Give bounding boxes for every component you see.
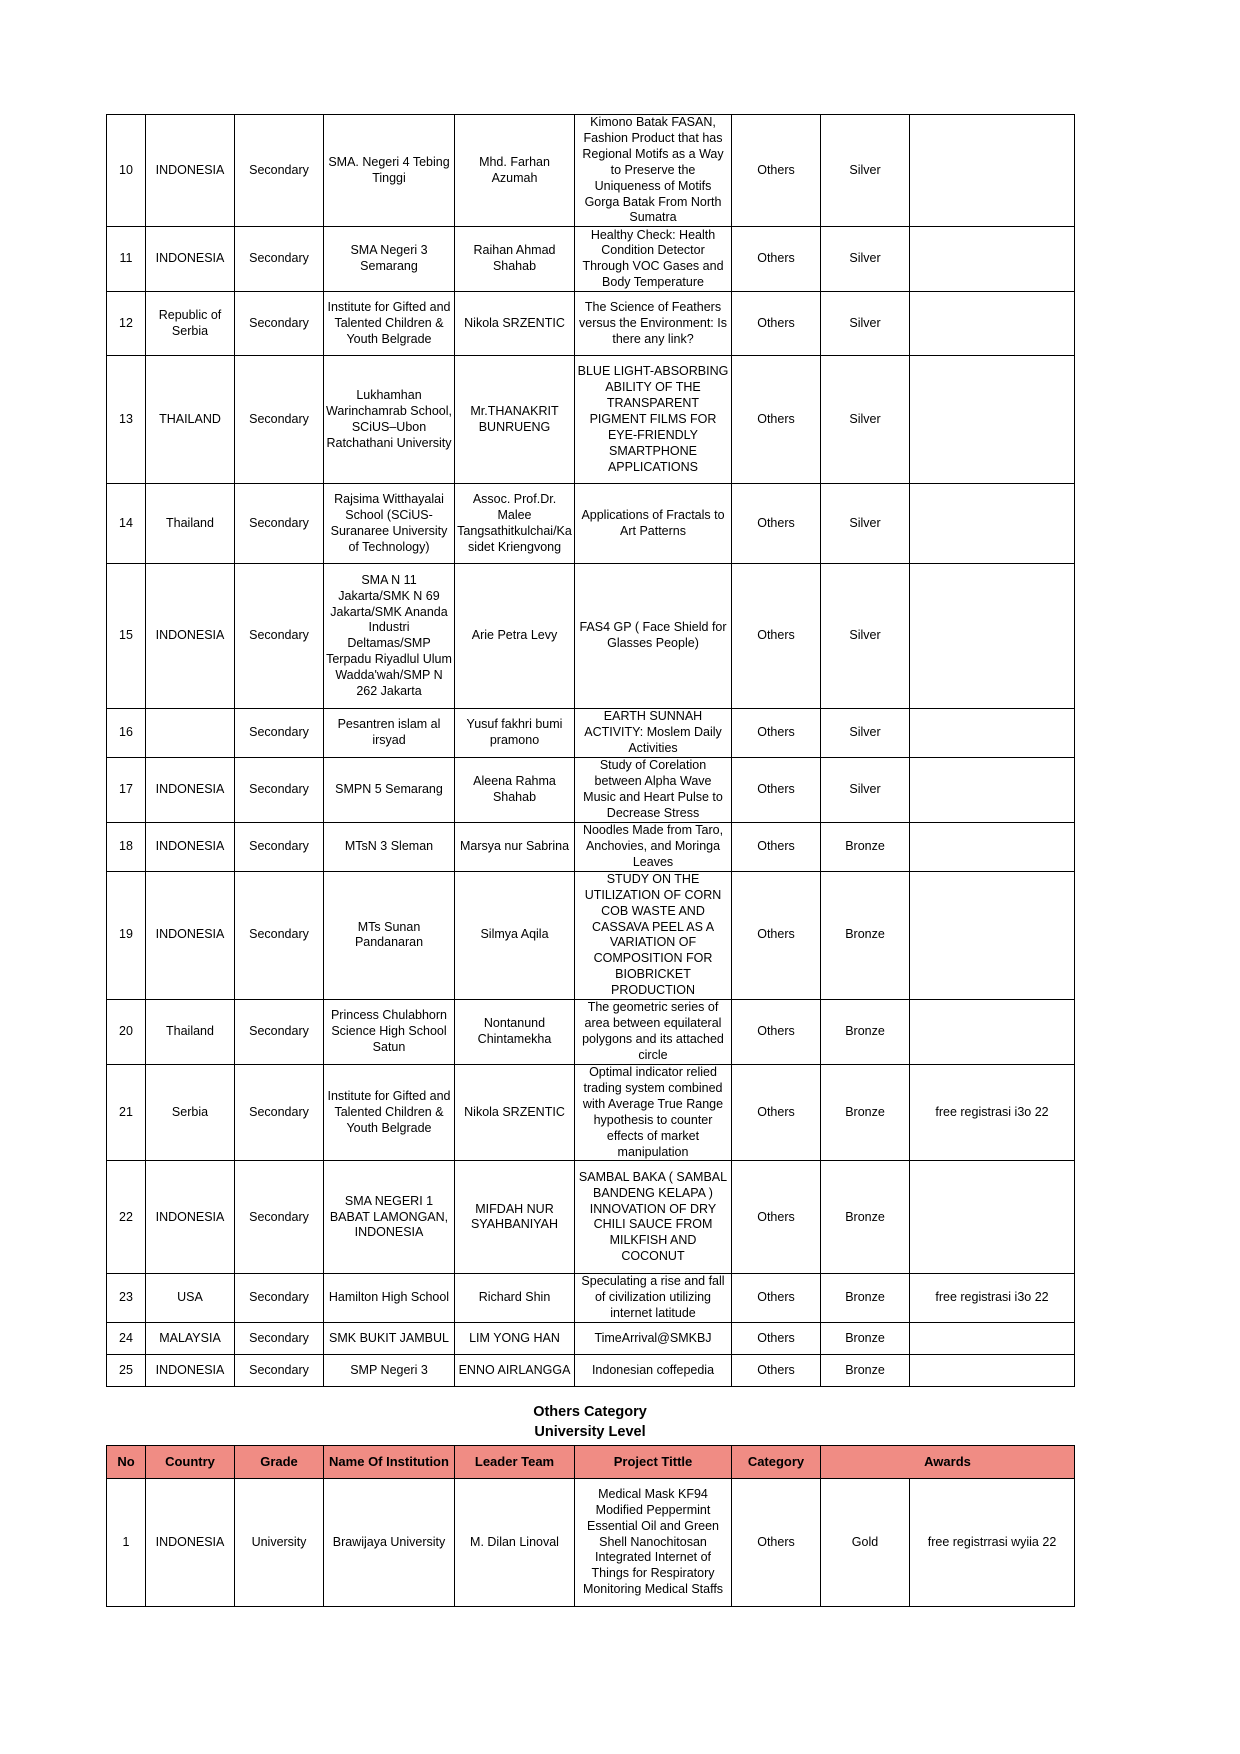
table-row [107, 356, 1075, 484]
cell-grade: Secondary [235, 227, 324, 292]
cell-grade: Secondary [235, 292, 324, 356]
cell-no: 17 [107, 758, 146, 823]
cell-leader: Yusuf fakhri bumi pramono [455, 709, 575, 758]
cell-grade: Secondary [235, 1355, 324, 1387]
cell-grade: Secondary [235, 823, 324, 872]
cell-award: Bronze [821, 1161, 910, 1274]
cell-no: 20 [107, 1000, 146, 1065]
cell-project: Optimal indicator relied trading system combined with Average True Range hypothesis to counter effects of market manipulation [575, 1065, 732, 1161]
cell-leader: Arie Petra Levy [455, 564, 575, 709]
cell-leader: LIM YONG HAN [455, 1323, 575, 1355]
cell-leader: Aleena Rahma Shahab [455, 758, 575, 823]
cell-note [910, 1000, 1075, 1065]
cell-project: Healthy Check: Health Condition Detector Through VOC Gases and Body Temperature [575, 227, 732, 292]
cell-grade: Secondary [235, 871, 324, 999]
cell-institution: Lukhamhan Warinchamrab School, SCiUS–Ubon Ratchathani University [324, 356, 455, 484]
cell-country: INDONESIA [146, 564, 235, 709]
cell-grade: Secondary [235, 356, 324, 484]
cell-category: Others [732, 356, 821, 484]
cell-leader: Raihan Ahmad Shahab [455, 227, 575, 292]
cell-institution: SMK BUKIT JAMBUL [324, 1323, 455, 1355]
cell-award: Silver [821, 292, 910, 356]
cell-category: Others [732, 484, 821, 564]
cell-note [910, 484, 1075, 564]
cell-grade: University [235, 1479, 324, 1607]
cell-category: Others [732, 1274, 821, 1323]
cell-no: 24 [107, 1323, 146, 1355]
header-no: No [107, 1446, 146, 1479]
cell-leader: Richard Shin [455, 1274, 575, 1323]
cell-country: Thailand [146, 1000, 235, 1065]
cell-country: Serbia [146, 1065, 235, 1161]
cell-no: 13 [107, 356, 146, 484]
cell-country: Thailand [146, 484, 235, 564]
cell-category: Others [732, 1161, 821, 1274]
table-row [107, 758, 1075, 823]
cell-no: 15 [107, 564, 146, 709]
cell-no: 18 [107, 823, 146, 872]
cell-institution: SMA. Negeri 4 Tebing Tinggi [324, 115, 455, 227]
cell-project: Indonesian coffepedia [575, 1355, 732, 1387]
cell-project: TimeArrival@SMKBJ [575, 1323, 732, 1355]
cell-project: Applications of Fractals to Art Patterns [575, 484, 732, 564]
cell-award: Silver [821, 356, 910, 484]
cell-grade: Secondary [235, 1161, 324, 1274]
table-row [107, 871, 1075, 999]
cell-project: BLUE LIGHT-ABSORBING ABILITY OF THE TRANSPARENT PIGMENT FILMS FOR EYE-FRIENDLY SMARTPHONE APPLICATIONS [575, 356, 732, 484]
cell-award: Silver [821, 758, 910, 823]
university-table-body [107, 1479, 1075, 1607]
header-country: Country [146, 1446, 235, 1479]
cell-leader: Marsya nur Sabrina [455, 823, 575, 872]
cell-grade: Secondary [235, 1000, 324, 1065]
cell-country: USA [146, 1274, 235, 1323]
cell-no: 14 [107, 484, 146, 564]
cell-note: free registrasi i3o 22 [910, 1274, 1075, 1323]
cell-grade: Secondary [235, 115, 324, 227]
header-awards: Awards [821, 1446, 1075, 1479]
secondary-level-table [106, 114, 1075, 1387]
cell-no: 21 [107, 1065, 146, 1161]
cell-country: INDONESIA [146, 758, 235, 823]
cell-leader: MIFDAH NUR SYAHBANIYAH [455, 1161, 575, 1274]
cell-country [146, 709, 235, 758]
cell-leader: M. Dilan Linoval [455, 1479, 575, 1607]
cell-category: Others [732, 758, 821, 823]
cell-country: INDONESIA [146, 871, 235, 999]
cell-country: INDONESIA [146, 227, 235, 292]
cell-project: The geometric series of area between equilateral polygons and its attached circle [575, 1000, 732, 1065]
cell-category: Others [732, 1479, 821, 1607]
cell-grade: Secondary [235, 709, 324, 758]
cell-award: Silver [821, 709, 910, 758]
section-title-level: University Level [534, 1424, 646, 1440]
cell-leader: Nikola SRZENTIC [455, 292, 575, 356]
cell-country: INDONESIA [146, 1479, 235, 1607]
table-row [107, 1274, 1075, 1323]
cell-note: free registrasi i3o 22 [910, 1065, 1075, 1161]
cell-award: Bronze [821, 1323, 910, 1355]
cell-institution: Institute for Gifted and Talented Children & Youth Belgrade [324, 1065, 455, 1161]
cell-institution: Princess Chulabhorn Science High School Satun [324, 1000, 455, 1065]
table-row [107, 1000, 1075, 1065]
cell-category: Others [732, 292, 821, 356]
cell-award: Silver [821, 564, 910, 709]
university-level-table [106, 1445, 1075, 1607]
cell-country: Republic of Serbia [146, 292, 235, 356]
table-row [107, 1161, 1075, 1274]
cell-award: Silver [821, 227, 910, 292]
section-title [106, 1402, 1074, 1442]
table-row [107, 1323, 1075, 1355]
cell-grade: Secondary [235, 1323, 324, 1355]
cell-award: Bronze [821, 1355, 910, 1387]
cell-institution: Brawijaya University [324, 1479, 455, 1607]
cell-note: free registrrasi wyiia 22 [910, 1479, 1075, 1607]
cell-no: 10 [107, 115, 146, 227]
table-row [107, 1479, 1075, 1607]
cell-no: 16 [107, 709, 146, 758]
cell-note [910, 823, 1075, 872]
table-row [107, 1355, 1075, 1387]
table-row [107, 564, 1075, 709]
cell-institution: Hamilton High School [324, 1274, 455, 1323]
cell-grade: Secondary [235, 564, 324, 709]
cell-note [910, 115, 1075, 227]
cell-grade: Secondary [235, 1065, 324, 1161]
cell-note [910, 1323, 1075, 1355]
cell-award: Silver [821, 115, 910, 227]
cell-institution: MTs Sunan Pandanaran [324, 871, 455, 999]
table-row [107, 484, 1075, 564]
cell-note [910, 292, 1075, 356]
cell-award: Bronze [821, 1065, 910, 1161]
cell-leader: Nontanund Chintamekha [455, 1000, 575, 1065]
table-row [107, 115, 1075, 227]
cell-project: Study of Corelation between Alpha Wave Music and Heart Pulse to Decrease Stress [575, 758, 732, 823]
cell-leader: Assoc. Prof.Dr. Malee Tangsathitkulchai/Kasidet Kriengvong [455, 484, 575, 564]
cell-note [910, 356, 1075, 484]
cell-no: 25 [107, 1355, 146, 1387]
cell-project: Noodles Made from Taro, Anchovies, and Moringa Leaves [575, 823, 732, 872]
cell-leader: Silmya Aqila [455, 871, 575, 999]
cell-award: Bronze [821, 823, 910, 872]
cell-note [910, 709, 1075, 758]
cell-category: Others [732, 1323, 821, 1355]
cell-country: INDONESIA [146, 823, 235, 872]
cell-country: MALAYSIA [146, 1323, 235, 1355]
cell-award: Bronze [821, 1000, 910, 1065]
header-category: Category [732, 1446, 821, 1479]
header-project: Project Tittle [575, 1446, 732, 1479]
cell-category: Others [732, 823, 821, 872]
cell-country: THAILAND [146, 356, 235, 484]
cell-no: 23 [107, 1274, 146, 1323]
cell-project: EARTH SUNNAH ACTIVITY: Moslem Daily Activities [575, 709, 732, 758]
table-header-row [107, 1446, 1075, 1479]
cell-award: Gold [821, 1479, 910, 1607]
cell-institution: MTsN 3 Sleman [324, 823, 455, 872]
cell-note [910, 1161, 1075, 1274]
cell-award: Bronze [821, 1274, 910, 1323]
table-row [107, 709, 1075, 758]
header-leader: Leader Team [455, 1446, 575, 1479]
cell-institution: SMA Negeri 3 Semarang [324, 227, 455, 292]
cell-leader: Mr.THANAKRIT BUNRUENG [455, 356, 575, 484]
cell-category: Others [732, 1065, 821, 1161]
secondary-table-body [107, 115, 1075, 1387]
cell-note [910, 564, 1075, 709]
cell-category: Others [732, 564, 821, 709]
cell-institution: SMP Negeri 3 [324, 1355, 455, 1387]
table-row [107, 227, 1075, 292]
cell-project: Medical Mask KF94 Modified Peppermint Essential Oil and Green Shell Nanochitosan Integrated Internet of Things for Respiratory Monitoring Medical Staffs [575, 1479, 732, 1607]
cell-project: FAS4 GP ( Face Shield for Glasses People) [575, 564, 732, 709]
header-grade: Grade [235, 1446, 324, 1479]
cell-institution: Rajsima Witthayalai School (SCiUS-Suranaree University of Technology) [324, 484, 455, 564]
cell-category: Others [732, 115, 821, 227]
cell-institution: SMA N 11 Jakarta/SMK N 69 Jakarta/SMK Ananda Industri Deltamas/SMP Terpadu Riyadlul Ulum Wadda'wah/SMP N 262 Jakarta [324, 564, 455, 709]
table-row [107, 1065, 1075, 1161]
table-row [107, 292, 1075, 356]
section-title-category: Others Category [533, 1404, 647, 1420]
cell-country: INDONESIA [146, 115, 235, 227]
cell-no: 1 [107, 1479, 146, 1607]
cell-grade: Secondary [235, 758, 324, 823]
cell-category: Others [732, 227, 821, 292]
cell-project: The Science of Feathers versus the Environment: Is there any link? [575, 292, 732, 356]
cell-institution: Institute for Gifted and Talented Children & Youth Belgrade [324, 292, 455, 356]
cell-no: 11 [107, 227, 146, 292]
cell-leader: Mhd. Farhan Azumah [455, 115, 575, 227]
cell-category: Others [732, 1000, 821, 1065]
table-row [107, 823, 1075, 872]
cell-award: Bronze [821, 871, 910, 999]
cell-note [910, 758, 1075, 823]
cell-no: 22 [107, 1161, 146, 1274]
cell-project: SAMBAL BAKA ( SAMBAL BANDENG KELAPA ) INNOVATION OF DRY CHILI SAUCE FROM MILKFISH AND COCONUT [575, 1161, 732, 1274]
cell-grade: Secondary [235, 1274, 324, 1323]
cell-leader: ENNO AIRLANGGA [455, 1355, 575, 1387]
cell-award: Silver [821, 484, 910, 564]
cell-institution: SMA NEGERI 1 BABAT LAMONGAN, INDONESIA [324, 1161, 455, 1274]
cell-note [910, 227, 1075, 292]
cell-note [910, 871, 1075, 999]
cell-no: 19 [107, 871, 146, 999]
cell-institution: SMPN 5 Semarang [324, 758, 455, 823]
cell-project: Kimono Batak FASAN, Fashion Product that has Regional Motifs as a Way to Preserve the Uniqueness of Motifs Gorga Batak From North Sumatra [575, 115, 732, 227]
cell-project: Speculating a rise and fall of civilization utilizing internet latitude [575, 1274, 732, 1323]
cell-category: Others [732, 709, 821, 758]
cell-leader: Nikola SRZENTIC [455, 1065, 575, 1161]
cell-category: Others [732, 1355, 821, 1387]
cell-no: 12 [107, 292, 146, 356]
cell-country: INDONESIA [146, 1161, 235, 1274]
cell-project: STUDY ON THE UTILIZATION OF CORN COB WASTE AND CASSAVA PEEL AS A VARIATION OF COMPOSITION FOR BIOBRICKET PRODUCTION [575, 871, 732, 999]
cell-country: INDONESIA [146, 1355, 235, 1387]
header-institution: Name Of Institution [324, 1446, 455, 1479]
cell-category: Others [732, 871, 821, 999]
cell-grade: Secondary [235, 484, 324, 564]
cell-note [910, 1355, 1075, 1387]
cell-institution: Pesantren islam al irsyad [324, 709, 455, 758]
